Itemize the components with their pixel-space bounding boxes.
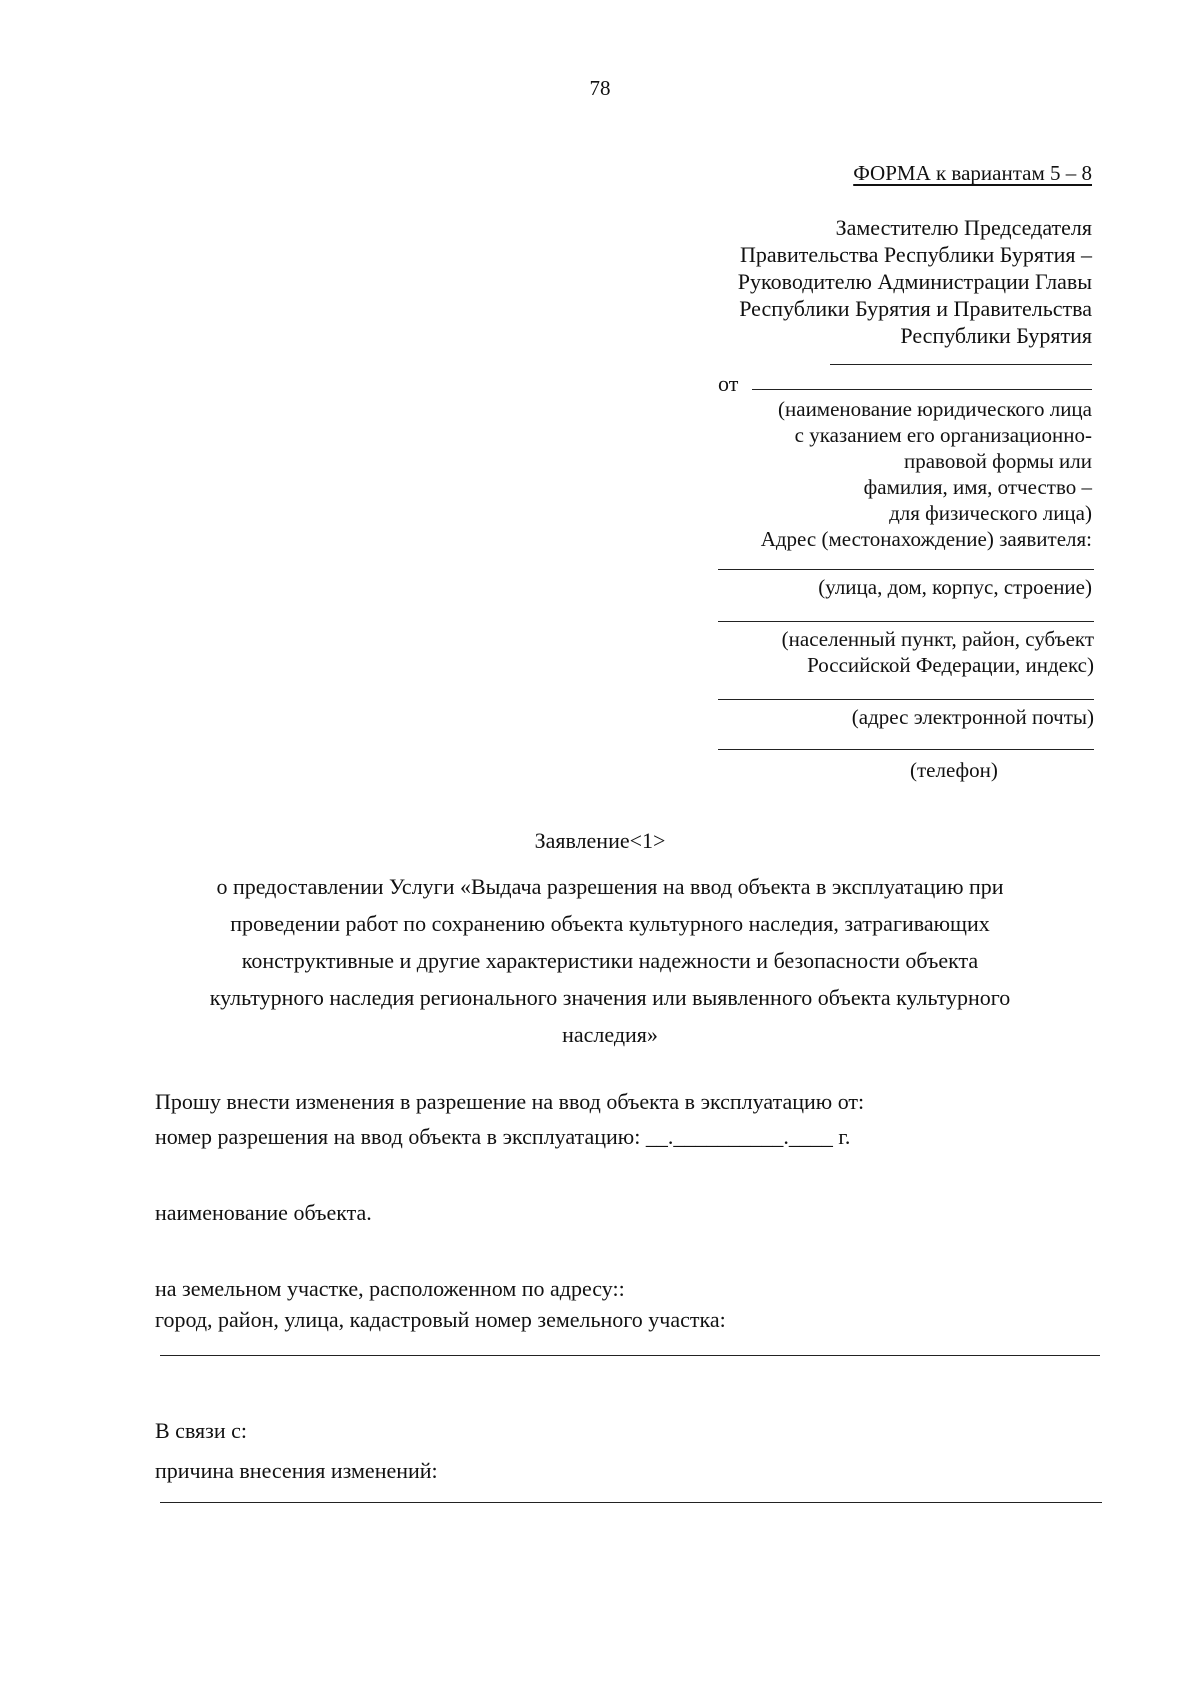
object-name-text: наименование объекта. xyxy=(155,1200,372,1225)
reason-intro-text: В связи с: xyxy=(155,1418,247,1443)
subject-line: наследия» xyxy=(562,1022,658,1047)
hint-line: фамилия, имя, отчество – xyxy=(863,475,1092,499)
addressee-name-line xyxy=(830,364,1092,365)
land-details-line xyxy=(160,1355,1100,1356)
application-title: Заявление<1> xyxy=(534,828,666,853)
locality-line xyxy=(718,621,1094,622)
application-subject xyxy=(160,868,1060,1053)
subject-line: конструктивные и другие характеристики надежности и безопасности объекта xyxy=(241,948,979,973)
phone-line xyxy=(718,749,1094,750)
land-details-text: город, район, улица, кадастровый номер земельного участка: xyxy=(155,1307,726,1332)
email-hint: (адрес электронной почты) xyxy=(851,705,1094,729)
land-plot-text: на земельном участке, расположенном по адресу:: xyxy=(155,1276,625,1301)
addressee-line: Заместителю Председателя xyxy=(835,215,1092,240)
applicant-name-hint xyxy=(672,396,1092,552)
locality-hint xyxy=(674,626,1094,678)
reason-line xyxy=(160,1502,1102,1503)
address-label: Адрес (местонахождение) заявителя: xyxy=(760,527,1092,551)
reason-text: причина внесения изменений: xyxy=(155,1458,438,1483)
email-line xyxy=(718,699,1094,700)
hint-line: для физического лица) xyxy=(889,501,1092,525)
addressee-line: Руководителю Администрации Главы xyxy=(737,269,1092,294)
applicant-name-line xyxy=(752,389,1092,390)
hint-line: правовой формы или xyxy=(904,449,1092,473)
hint-line: (населенный пункт, район, субъект xyxy=(781,627,1094,651)
addressee-line: Правительства Республики Бурятия – xyxy=(739,242,1092,267)
hint-line: (наименование юридического лица xyxy=(778,397,1092,421)
addressee-block xyxy=(672,214,1092,349)
street-hint: (улица, дом, корпус, строение) xyxy=(818,575,1092,599)
addressee-line: Республики Бурятия xyxy=(900,323,1092,348)
addressee-line: Республики Бурятия и Правительства xyxy=(739,296,1092,321)
subject-line: проведении работ по сохранению объекта культурного наследия, затрагивающих xyxy=(230,911,990,936)
form-label: ФОРМА к вариантам 5 – 8 xyxy=(853,161,1092,185)
subject-line: о предоставлении Услуги «Выдача разрешения на ввод объекта в эксплуатацию при xyxy=(216,874,1004,899)
page-number: 78 xyxy=(589,76,611,100)
hint-line: Российской Федерации, индекс) xyxy=(807,653,1094,677)
phone-hint: (телефон) xyxy=(910,758,998,782)
permit-number-text: номер разрешения на ввод объекта в эксплуатацию: __.__________.____ г. xyxy=(155,1124,851,1149)
street-line xyxy=(718,569,1094,570)
request-text: Прошу внести изменения в разрешение на ввод объекта в эксплуатацию от: xyxy=(155,1089,865,1114)
from-label: от xyxy=(718,371,739,396)
hint-line: с указанием его организационно- xyxy=(794,423,1092,447)
subject-line: культурного наследия регионального значения или выявленного объекта культурного xyxy=(209,985,1011,1010)
